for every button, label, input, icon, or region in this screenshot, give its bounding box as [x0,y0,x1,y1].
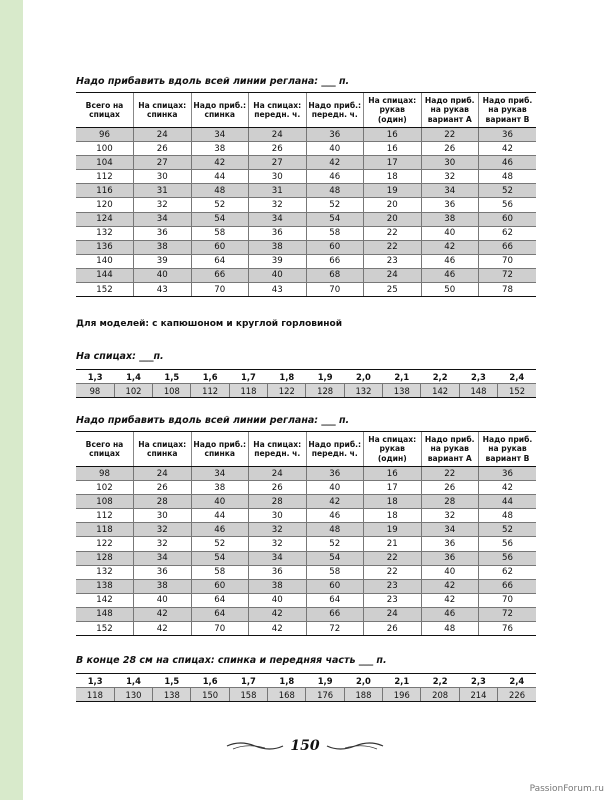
column-header: Надо приб.: спинка [191,93,249,128]
table-cell: 38 [191,142,249,156]
table-cell: 24 [364,268,422,282]
table-row [76,481,536,495]
table-cell: 36 [134,226,192,240]
table-cell: 52 [191,198,249,212]
table-row [76,142,536,156]
table-cell: 30 [134,170,192,184]
heading-raglan-2: Надо прибавить вдоль всей линии реглана: ___ п. [76,415,350,426]
table-cell: 42 [191,156,249,170]
table-cell: 26 [421,481,479,495]
table-cell: 21 [364,537,422,551]
stitch-count-cell: 142 [421,384,459,398]
table-row [76,551,536,565]
table-cell: 108 [76,495,134,509]
table-cell: 58 [191,226,249,240]
column-header: На спицах: спинка [134,432,192,467]
table-cell: 43 [134,283,192,297]
ornament-right-icon [325,739,385,753]
table-cell: 142 [76,593,134,607]
column-header: На спицах: передн. ч. [249,93,307,128]
table-cell: 64 [191,254,249,268]
table-cell: 28 [421,495,479,509]
table-cell: 34 [134,212,192,226]
table-cell: 128 [76,551,134,565]
table-cell: 22 [364,226,422,240]
table-cell: 132 [76,226,134,240]
table-row [76,226,536,240]
heading-needles-1: На спицах: ___п. [76,351,164,362]
table-cell: 46 [306,509,364,523]
table-cell: 58 [306,565,364,579]
table-cell: 42 [134,622,192,636]
table-cell: 52 [306,198,364,212]
table-cell: 40 [134,268,192,282]
table-cell: 58 [306,226,364,240]
heading-raglan-1: Надо прибавить вдоль всей линии реглана: ___ п. [76,76,350,87]
table-cell: 60 [479,212,537,226]
table-cell: 152 [76,622,134,636]
table-cell: 36 [306,467,364,481]
table-cell: 30 [421,156,479,170]
needle-table-1 [76,369,536,398]
table-cell: 62 [479,226,537,240]
table-cell: 32 [421,170,479,184]
table-cell: 72 [479,607,537,621]
table-cell: 52 [306,537,364,551]
needle-size-cell: 1,9 [306,370,344,384]
needle-size-row [76,370,536,384]
table-cell: 39 [134,254,192,268]
table-cell: 30 [249,509,307,523]
table-cell: 23 [364,579,422,593]
column-header: Надо приб. на рукав вариант В [479,93,537,128]
table-cell: 40 [421,565,479,579]
table-cell: 34 [134,551,192,565]
needle-size-cell: 1,8 [268,370,306,384]
table-cell: 40 [421,226,479,240]
table-cell: 56 [479,198,537,212]
table-cell: 56 [479,551,537,565]
column-header: Надо приб. на рукав вариант А [421,93,479,128]
table-cell: 66 [306,254,364,268]
table-cell: 32 [134,523,192,537]
table-cell: 60 [306,240,364,254]
table-row [76,268,536,282]
needle-size-cell: 2,0 [344,674,382,688]
needle-size-cell: 1,9 [306,674,344,688]
needle-size-row [76,674,536,688]
page-footer [0,735,610,754]
stitch-count-cell: 150 [191,688,229,702]
table-cell: 36 [479,128,537,142]
table-cell: 38 [249,240,307,254]
table-cell: 19 [364,184,422,198]
table-cell: 32 [249,537,307,551]
table-cell: 36 [249,565,307,579]
column-header: На спицах: спинка [134,93,192,128]
table-cell: 46 [421,607,479,621]
table-cell: 54 [191,551,249,565]
table-cell: 60 [191,240,249,254]
table-cell: 48 [306,184,364,198]
table-row [76,467,536,481]
table-row [76,212,536,226]
table-cell: 26 [421,142,479,156]
table-cell: 46 [306,170,364,184]
column-header: Всего на спицах [76,432,134,467]
table-row [76,565,536,579]
needle-size-cell: 2,3 [459,674,497,688]
table-cell: 100 [76,142,134,156]
table-cell: 28 [134,495,192,509]
table-row [76,128,536,142]
table-cell: 26 [134,481,192,495]
stitch-count-cell: 138 [153,688,191,702]
stitch-count-cell: 118 [76,688,114,702]
page-number: 150 [290,738,320,754]
table-cell: 34 [249,212,307,226]
table-cell: 64 [191,607,249,621]
needle-size-cell: 1,3 [76,674,114,688]
needle-size-cell: 1,7 [229,370,267,384]
table-cell: 36 [249,226,307,240]
table-cell: 38 [191,481,249,495]
table-cell: 120 [76,198,134,212]
stitch-count-cell: 138 [383,384,421,398]
stitch-count-cell: 128 [306,384,344,398]
table-cell: 48 [306,523,364,537]
table-cell: 42 [479,481,537,495]
table-cell: 70 [191,622,249,636]
table-cell: 96 [76,128,134,142]
table-cell: 36 [306,128,364,142]
table-cell: 102 [76,481,134,495]
table-cell: 24 [364,607,422,621]
table-cell: 70 [479,254,537,268]
table-cell: 48 [191,184,249,198]
table-cell: 48 [479,170,537,184]
needle-size-cell: 2,3 [459,370,497,384]
table-cell: 138 [76,579,134,593]
table-cell: 32 [421,509,479,523]
table-cell: 34 [421,184,479,198]
table-cell: 17 [364,481,422,495]
watermark: PassionForum.ru [529,784,604,794]
column-header: Надо приб.: спинка [191,432,249,467]
needle-size-cell: 2,4 [498,370,536,384]
table-cell: 23 [364,593,422,607]
table-cell: 52 [479,184,537,198]
column-header: Надо приб. на рукав вариант А [421,432,479,467]
stitch-count-cell: 158 [229,688,267,702]
table-cell: 28 [249,495,307,509]
table-cell: 32 [249,198,307,212]
table-row [76,509,536,523]
stitch-count-cell: 108 [153,384,191,398]
table-cell: 44 [191,509,249,523]
table-row [76,254,536,268]
table-cell: 66 [479,240,537,254]
stitch-count-cell: 168 [268,688,306,702]
column-header: На спицах: рукав (один) [364,432,422,467]
needle-size-cell: 2,1 [383,370,421,384]
table-cell: 38 [134,240,192,254]
table-cell: 116 [76,184,134,198]
table-cell: 42 [421,579,479,593]
table-cell: 38 [249,579,307,593]
table-cell: 26 [134,142,192,156]
table-cell: 38 [421,212,479,226]
table-cell: 32 [134,198,192,212]
table-cell: 46 [421,268,479,282]
table-row [76,170,536,184]
table-cell: 64 [191,593,249,607]
table-cell: 26 [249,142,307,156]
table-cell: 62 [479,565,537,579]
table-cell: 34 [191,128,249,142]
table-cell: 144 [76,268,134,282]
table-cell: 112 [76,170,134,184]
table-cell: 42 [479,142,537,156]
table-cell: 42 [421,240,479,254]
stitch-count-cell: 130 [114,688,152,702]
table-cell: 30 [249,170,307,184]
stitch-count-cell: 152 [498,384,536,398]
table-row [76,156,536,170]
table-cell: 34 [421,523,479,537]
table-cell: 22 [421,467,479,481]
stitch-count-cell: 188 [344,688,382,702]
table-cell: 42 [421,593,479,607]
table-cell: 44 [191,170,249,184]
table-cell: 124 [76,212,134,226]
stitch-count-row [76,384,536,398]
table-cell: 66 [479,579,537,593]
table-cell: 22 [364,565,422,579]
table-cell: 31 [249,184,307,198]
needle-size-cell: 1,5 [153,674,191,688]
table-cell: 40 [249,593,307,607]
table-cell: 42 [306,495,364,509]
table-cell: 140 [76,254,134,268]
table-cell: 76 [479,622,537,636]
table-cell: 52 [479,523,537,537]
stitch-count-cell: 118 [229,384,267,398]
table-cell: 60 [191,579,249,593]
table-cell: 64 [306,593,364,607]
table-cell: 25 [364,283,422,297]
table-row [76,622,536,636]
table-cell: 70 [306,283,364,297]
stitch-count-cell: 226 [498,688,536,702]
table-row [76,198,536,212]
table-cell: 48 [421,622,479,636]
table-row [76,523,536,537]
needle-size-cell: 1,5 [153,370,191,384]
needle-size-cell: 1,4 [114,370,152,384]
table-cell: 43 [249,283,307,297]
needle-size-cell: 2,1 [383,674,421,688]
stitch-count-cell: 196 [383,688,421,702]
table-cell: 40 [249,268,307,282]
needle-size-cell: 2,2 [421,370,459,384]
table-cell: 48 [479,509,537,523]
table-cell: 54 [306,551,364,565]
table-cell: 50 [421,283,479,297]
column-header: Надо приб.: передн. ч. [306,93,364,128]
table-cell: 78 [479,283,537,297]
heading-needles-2: В конце 28 см на спицах: спинка и передняя часть ___ п. [76,655,387,666]
table-cell: 16 [364,142,422,156]
table-row [76,184,536,198]
stitch-count-cell: 208 [421,688,459,702]
table-cell: 46 [479,156,537,170]
table-cell: 23 [364,254,422,268]
table-cell: 122 [76,537,134,551]
stitch-count-cell: 176 [306,688,344,702]
table-row [76,240,536,254]
table-cell: 27 [249,156,307,170]
table-cell: 24 [249,467,307,481]
column-header: Надо приб.: передн. ч. [306,432,364,467]
needle-size-cell: 2,2 [421,674,459,688]
stitch-count-cell: 112 [191,384,229,398]
table-cell: 46 [191,523,249,537]
needle-size-cell: 2,0 [344,370,382,384]
table-cell: 68 [306,268,364,282]
table-cell: 30 [134,509,192,523]
stitch-count-cell: 122 [268,384,306,398]
table-cell: 18 [364,509,422,523]
table-cell: 24 [134,467,192,481]
table-cell: 34 [249,551,307,565]
table-cell: 46 [421,254,479,268]
table-raglan-2 [76,431,536,636]
table-cell: 104 [76,156,134,170]
table-cell: 72 [479,268,537,282]
table-cell: 24 [134,128,192,142]
table-cell: 20 [364,212,422,226]
table-cell: 136 [76,240,134,254]
table-raglan-1 [76,92,536,297]
table-cell: 66 [191,268,249,282]
column-header: Надо приб. на рукав вариант В [479,432,537,467]
stitch-count-row [76,688,536,702]
table-cell: 98 [76,467,134,481]
stitch-count-cell: 98 [76,384,114,398]
table-cell: 54 [191,212,249,226]
column-header: На спицах: рукав (один) [364,93,422,128]
green-sidebar [0,0,23,800]
table-cell: 27 [134,156,192,170]
models-note: Для моделей: с капюшоном и круглой горловиной [76,319,343,329]
table-cell: 36 [134,565,192,579]
table-cell: 42 [249,622,307,636]
table-row [76,537,536,551]
table-cell: 20 [364,198,422,212]
table-cell: 40 [306,481,364,495]
table-cell: 22 [364,551,422,565]
table-cell: 132 [76,565,134,579]
ornament-left-icon [225,739,285,753]
stitch-count-cell: 102 [114,384,152,398]
table-cell: 19 [364,523,422,537]
table-cell: 40 [134,593,192,607]
table-cell: 22 [421,128,479,142]
needle-size-cell: 1,6 [191,674,229,688]
table-cell: 40 [306,142,364,156]
table-cell: 26 [364,622,422,636]
table-cell: 36 [479,467,537,481]
table-cell: 22 [364,240,422,254]
table-cell: 32 [134,537,192,551]
table-cell: 31 [134,184,192,198]
table-cell: 118 [76,523,134,537]
table-row [76,607,536,621]
table-cell: 42 [249,607,307,621]
needle-size-cell: 1,6 [191,370,229,384]
table-cell: 17 [364,156,422,170]
table-cell: 60 [306,579,364,593]
table-cell: 39 [249,254,307,268]
table-cell: 70 [191,283,249,297]
table-cell: 54 [306,212,364,226]
column-header: Всего на спицах [76,93,134,128]
table-cell: 42 [306,156,364,170]
table-cell: 18 [364,495,422,509]
table-cell: 16 [364,128,422,142]
table-cell: 16 [364,467,422,481]
table-cell: 34 [191,467,249,481]
table-cell: 58 [191,565,249,579]
stitch-count-cell: 148 [459,384,497,398]
needle-size-cell: 1,8 [268,674,306,688]
needle-size-cell: 1,4 [114,674,152,688]
table-cell: 36 [421,537,479,551]
table-cell: 32 [249,523,307,537]
stitch-count-cell: 214 [459,688,497,702]
table-row [76,593,536,607]
table-row [76,579,536,593]
column-header: На спицах: передн. ч. [249,432,307,467]
table-cell: 66 [306,607,364,621]
table-cell: 18 [364,170,422,184]
table-cell: 52 [191,537,249,551]
table-cell: 24 [249,128,307,142]
table-cell: 148 [76,607,134,621]
stitch-count-cell: 132 [344,384,382,398]
table-cell: 36 [421,198,479,212]
needle-table-2 [76,673,536,702]
table-cell: 72 [306,622,364,636]
table-row [76,495,536,509]
table-cell: 112 [76,509,134,523]
needle-size-cell: 1,3 [76,370,114,384]
table-cell: 56 [479,537,537,551]
table-cell: 152 [76,283,134,297]
table-cell: 38 [134,579,192,593]
table-cell: 40 [191,495,249,509]
needle-size-cell: 2,4 [498,674,536,688]
table-cell: 42 [134,607,192,621]
table-cell: 26 [249,481,307,495]
table-row [76,283,536,297]
table-cell: 70 [479,593,537,607]
table-cell: 44 [479,495,537,509]
table-cell: 36 [421,551,479,565]
needle-size-cell: 1,7 [229,674,267,688]
